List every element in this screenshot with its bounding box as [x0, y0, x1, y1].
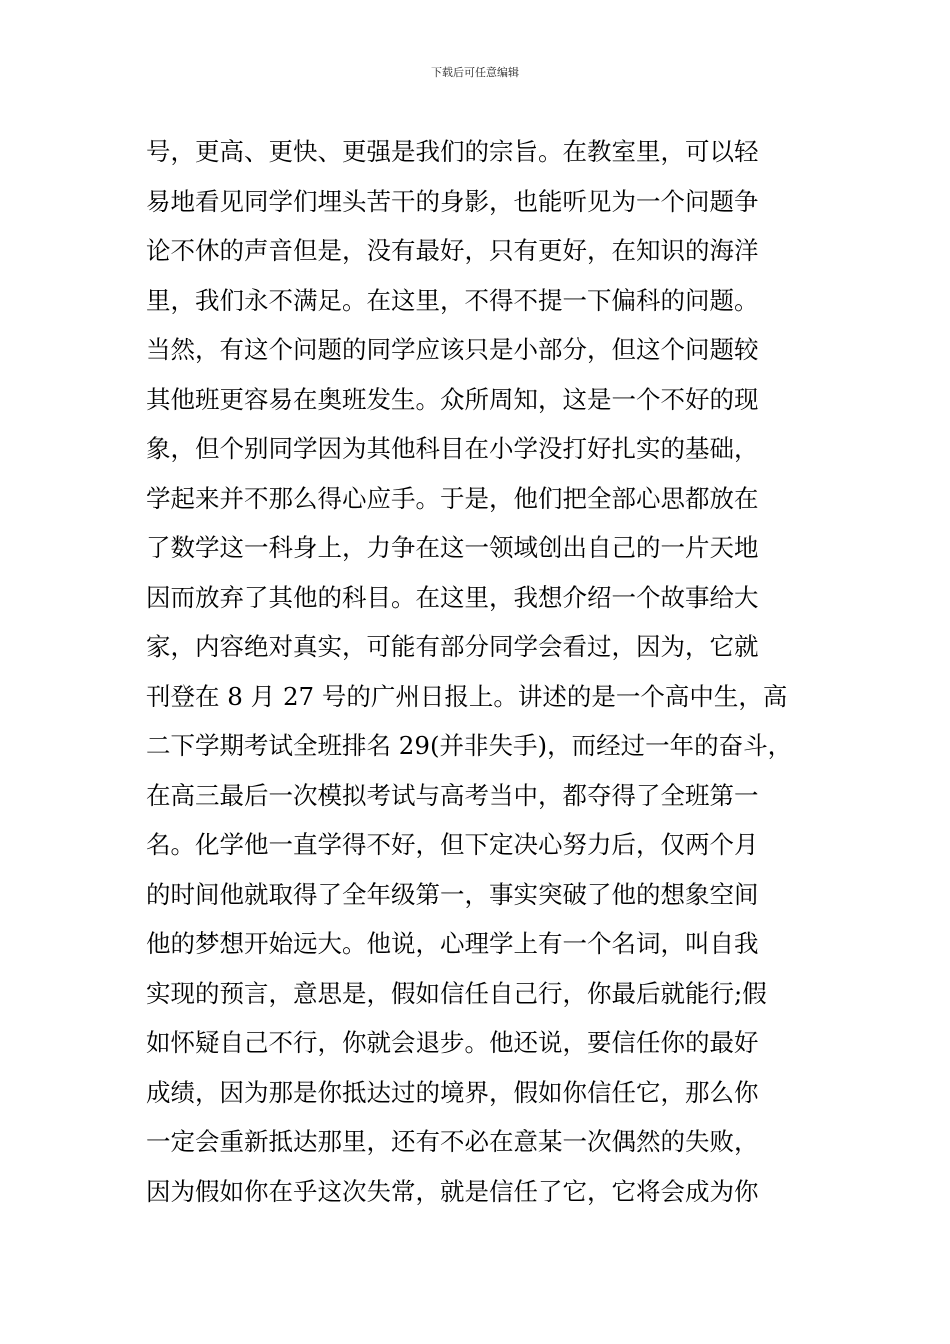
text-line: 象，但个别同学因为其他科目在小学没打好扎实的基础， — [146, 434, 759, 463]
text-line: 家，内容绝对真实，可能有部分同学会看过，因为，它就 — [146, 632, 759, 661]
text-line: 实现的预言，意思是，假如信任自己行，你最后就能行;假 — [146, 978, 767, 1008]
text-line: 因而放弃了其他的科目。在这里，我想介绍一个故事给大 — [146, 582, 759, 612]
text-line: 号，更高、更快、更强是我们的宗旨。在教室里，可以轻 — [146, 137, 759, 166]
text-line: 如怀疑自己不行，你就会退步。他还说，要信任你的最好 — [146, 1028, 759, 1057]
page-header: 下载后可任意编辑 — [431, 66, 519, 79]
text-line: 学起来并不那么得心应手。于是，他们把全部心思都放在 — [146, 483, 759, 513]
text-line: 刊登在 8 月 27 号的广州日报上。讲述的是一个高中生，高 — [146, 681, 788, 711]
text-line: 成绩，因为那是你抵达过的境界，假如你信任它，那么你 — [146, 1077, 759, 1107]
text-line: 他的梦想开始远大。他说，心理学上有一个名词，叫自我 — [146, 929, 759, 958]
text-line: 里，我们永不满足。在这里，不得不提一下偏科的问题。 — [146, 285, 759, 315]
body-text — [146, 132, 836, 1221]
text-line: 的时间他就取得了全年级第一，事实突破了他的想象空间 — [146, 879, 759, 909]
text-line: 易地看见同学们埋头苦干的身影，也能听见为一个问题争 — [146, 186, 759, 216]
text-line: 当然，有这个问题的同学应该只是小部分，但这个问题较 — [146, 335, 759, 364]
text-line: 一定会重新抵达那里，还有不必在意某一次偶然的失败， — [146, 1127, 759, 1156]
text-line: 在高三最后一次模拟考试与高考当中，都夺得了全班第一 — [146, 780, 759, 810]
text-line: 了数学这一科身上，力争在这一领域创出自己的一片天地 — [146, 533, 759, 562]
text-line: 因为假如你在乎这次失常，就是信任了它，它将会成为你 — [146, 1176, 759, 1206]
text-line: 名。化学他一直学得不好，但下定决心努力后，仅两个月 — [146, 830, 759, 859]
text-line: 论不休的声音但是，没有最好，只有更好，在知识的海洋 — [146, 236, 759, 265]
text-line: 其他班更容易在奥班发生。众所周知，这是一个不好的现 — [146, 384, 759, 414]
text-line: 二下学期考试全班排名 29(并非失手)，而经过一年的奋斗， — [146, 731, 793, 760]
